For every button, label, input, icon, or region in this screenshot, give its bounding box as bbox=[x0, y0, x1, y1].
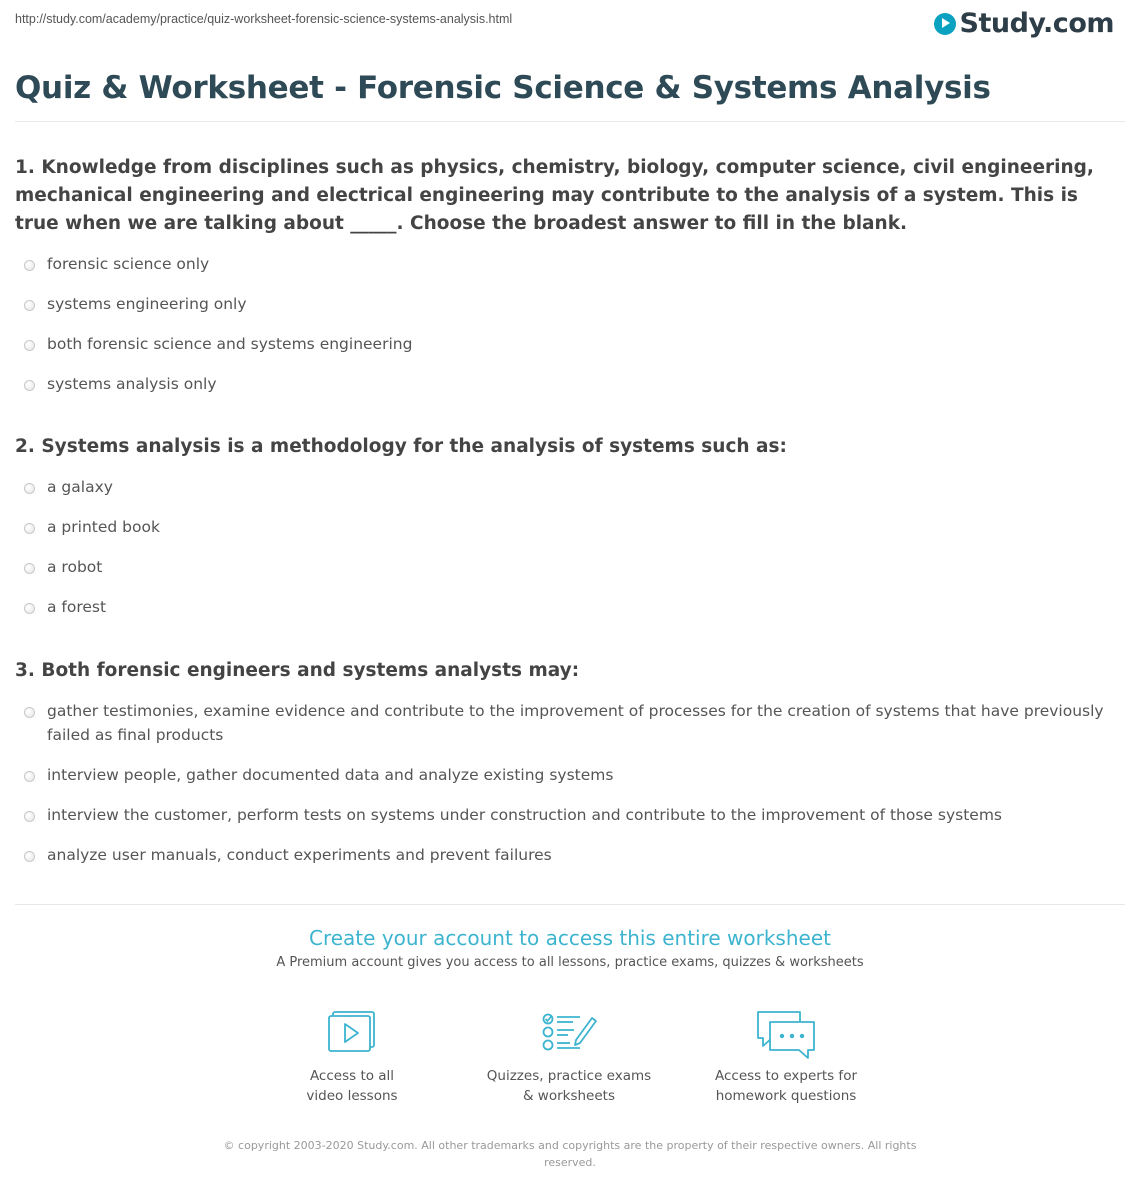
choice-label: a printed book bbox=[47, 518, 160, 536]
choice-item[interactable] bbox=[15, 252, 1120, 276]
page-title: Quiz & Worksheet - Forensic Science & Systems Analysis bbox=[15, 70, 991, 106]
copyright-text: © copyright 2003-2020 Study.com. All other trademarks and copyrights are the property of their respective owners. All rights reserved. bbox=[223, 1139, 917, 1169]
title-divider bbox=[15, 121, 1125, 122]
radio-icon[interactable] bbox=[24, 523, 35, 534]
chat-bubbles-icon bbox=[754, 1010, 818, 1062]
page-url[interactable]: http://study.com/academy/practice/quiz-worksheet-forensic-science-systems-analysis.html bbox=[15, 12, 513, 26]
choice-item[interactable] bbox=[15, 763, 1120, 787]
choice-label: interview people, gather documented data and analyze existing systems bbox=[47, 766, 614, 784]
choice-label: gather testimonies, examine evidence and contribute to the improvement of processes for the creation of systems that have previously failed as final products bbox=[47, 702, 1104, 744]
feature-label: Quizzes, practice exams & worksheets bbox=[486, 1068, 652, 1104]
radio-icon[interactable] bbox=[24, 260, 35, 271]
cta-subtitle: A Premium account gives you access to all lessons, practice exams, quizzes & worksheets bbox=[276, 955, 864, 970]
play-logo-icon bbox=[934, 13, 956, 35]
choice-list bbox=[15, 475, 1120, 619]
radio-icon[interactable] bbox=[24, 811, 35, 822]
video-lesson-icon bbox=[326, 1010, 378, 1054]
choice-label: a robot bbox=[47, 558, 103, 576]
signup-cta bbox=[0, 926, 1140, 970]
top-bar bbox=[0, 0, 1140, 52]
question-3 bbox=[15, 657, 1120, 883]
choice-label: both forensic science and systems engineering bbox=[47, 335, 413, 353]
choice-label: interview the customer, perform tests on systems under construction and contribute to the improvement of those systems bbox=[47, 806, 1002, 824]
choice-label: forensic science only bbox=[47, 255, 210, 273]
choice-item[interactable] bbox=[15, 699, 1120, 747]
question-2 bbox=[15, 433, 1120, 635]
choice-item[interactable] bbox=[15, 332, 1120, 356]
feature-label: Access to experts for homework questions bbox=[714, 1068, 857, 1104]
radio-icon[interactable] bbox=[24, 771, 35, 782]
choice-label: a forest bbox=[47, 598, 107, 616]
radio-icon[interactable] bbox=[24, 603, 35, 614]
choice-item[interactable] bbox=[15, 372, 1120, 396]
choice-item[interactable] bbox=[15, 292, 1120, 316]
cta-divider bbox=[15, 904, 1125, 905]
logo-text: Study.com bbox=[959, 8, 1114, 39]
choice-label: a galaxy bbox=[47, 478, 113, 496]
feature-label: Access to all video lessons bbox=[306, 1068, 398, 1104]
choice-label: analyze user manuals, conduct experiments and prevent failures bbox=[47, 846, 552, 864]
radio-icon[interactable] bbox=[24, 851, 35, 862]
study-logo[interactable] bbox=[934, 8, 1114, 39]
choice-list bbox=[15, 699, 1120, 867]
radio-icon[interactable] bbox=[24, 483, 35, 494]
choice-item[interactable] bbox=[15, 555, 1120, 579]
feature-video-lessons bbox=[262, 1010, 442, 1106]
radio-icon[interactable] bbox=[24, 380, 35, 391]
radio-icon[interactable] bbox=[24, 563, 35, 574]
question-1 bbox=[15, 154, 1120, 412]
choice-item[interactable] bbox=[15, 803, 1120, 827]
choice-label: systems analysis only bbox=[47, 375, 217, 393]
radio-icon[interactable] bbox=[24, 707, 35, 718]
radio-icon[interactable] bbox=[24, 340, 35, 351]
question-text: 2. Systems analysis is a methodology for the analysis of systems such as: bbox=[15, 436, 787, 457]
cta-title-link[interactable]: Create your account to access this entire worksheet bbox=[309, 926, 831, 950]
choice-item[interactable] bbox=[15, 515, 1120, 539]
feature-quizzes bbox=[479, 1010, 659, 1106]
radio-icon[interactable] bbox=[24, 300, 35, 311]
choice-list bbox=[15, 252, 1120, 396]
choice-label: systems engineering only bbox=[47, 295, 247, 313]
choice-item[interactable] bbox=[15, 843, 1120, 867]
question-text: 3. Both forensic engineers and systems analysts may: bbox=[15, 660, 580, 681]
choice-item[interactable] bbox=[15, 595, 1120, 619]
choice-item[interactable] bbox=[15, 475, 1120, 499]
question-text: 1. Knowledge from disciplines such as physics, chemistry, biology, computer science, civil engineering, mechanical engineering and electrical engineering may contribute to the analysis of a system. This is true when we are talking about _____. Choose the broadest answer to fill in the blank. bbox=[15, 157, 1094, 234]
quiz-checklist-icon bbox=[540, 1010, 598, 1054]
feature-experts bbox=[696, 1010, 876, 1106]
